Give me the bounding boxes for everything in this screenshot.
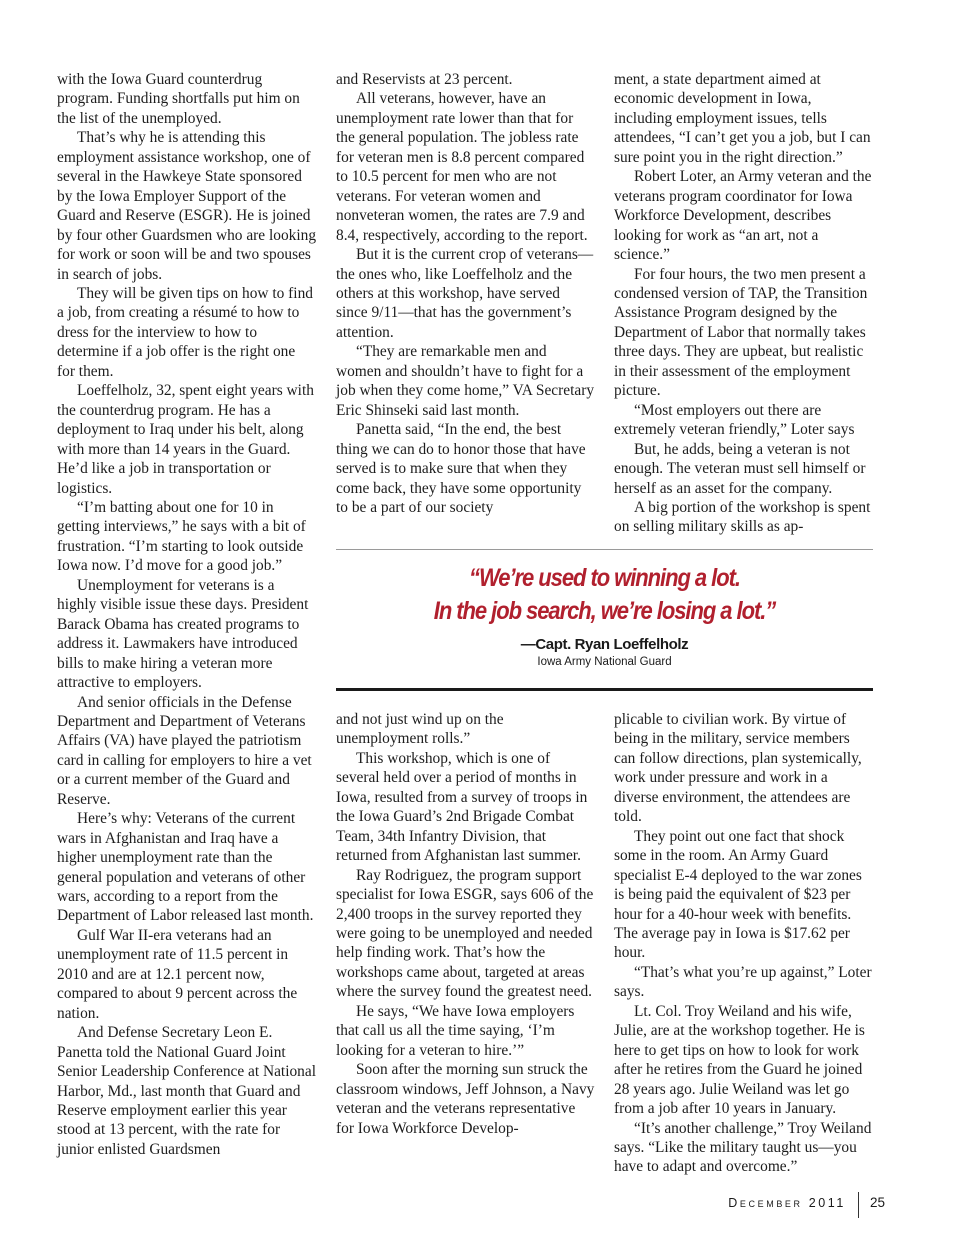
paragraph: “It’s another challenge,” Troy Weiland says. “Like the military taught us—you have to adapt and overcome.”: [614, 1119, 872, 1176]
pull-quote: [336, 562, 873, 670]
paragraph: Lt. Col. Troy Weiland and his wife, Julie, are at the workshop together. He is here to get tips on how to look for work after he retires from the Guard he joined 28 years ago. Julie Weiland was let go from a job after 10 years in January.: [614, 1002, 865, 1118]
page-number: 25: [869, 1195, 885, 1210]
paragraph: “That’s what you’re up against,” Loter says.: [614, 963, 872, 1001]
paragraph: For four hours, the two men present a condensed version of TAP, the Transition Assistance Program designed by the Department of Labor that normally takes three days. They are upbeat, but realistic in their assessment of the employment picture.: [614, 265, 868, 400]
issue-date: December 2011: [728, 1196, 846, 1210]
paragraph: But it is the current crop of veterans—the ones who, like Loeffelholz and the others at this workshop, have served since 9/11—that has the government’s attention.: [336, 246, 594, 341]
paragraph: “They are remarkable men and women and shouldn’t have to fight for a job when they come home,” VA Secretary Eric Shinseki said last month.: [336, 343, 595, 419]
footer-divider: [858, 1192, 859, 1218]
paragraph: That’s why he is attending this employment assistance workshop, one of several in the Hawkeye State sponsored by the Iowa Employer Support of the Guard and Reserve (ESGR). He is joined by four other Guardsmen who are looking for work or soon will be and two spouses in search of jobs.: [57, 129, 317, 283]
paragraph: He says, “We have Iowa employers that call us all the time saying, ‘I’m looking for a veteran to hire.’”: [336, 1002, 575, 1059]
pullquote-line-1: “We’re used to winning a lot.: [469, 564, 740, 592]
paragraph: Loeffelholz, 32, spent eight years with the counterdrug program. He has a deployment to Iraq under his belt, along with more than 14 years in the Guard. He’d like a job in transportation or logistics.: [57, 382, 314, 497]
paragraph: All veterans, however, have an unemployment rate lower than that for the general population. The jobless rate for veteran men is 8.8 percent compared to 10.5 percent for men who are not veterans. For veteran women and nonveteran women, the rates are 7.9 and 8.4, respectively, according to the report.: [336, 90, 588, 244]
paragraph: and not just wind up on the unemployment rolls.”: [336, 711, 504, 748]
paragraph: with the Iowa Guard counterdrug program. Funding shortfalls put him on the list of the unemployed.: [57, 71, 300, 127]
pullquote-top-rule: [336, 549, 873, 550]
paragraph: They will be given tips on how to find a job, from creating a résumé to how to dress for the interview to how to determine if a job offer is the right one for them.: [57, 284, 313, 380]
paragraph: Unemployment for veterans is a highly visible issue these days. President Barack Obama has created programs to address it. Lawmakers have introduced bills to make hiring a veteran more attractive to employers.: [57, 576, 309, 692]
article-column-1: [57, 70, 316, 1159]
pullquote-affiliation: Iowa Army National Guard: [537, 656, 672, 668]
paragraph: ment, a state department aimed at economic development in Iowa, including employment issues, tells attendees, “I can’t get you a job, but I can sure point you in the right direction.”: [614, 71, 871, 166]
paragraph: They point out one fact that shock some in the room. An Army Guard specialist E-4 deployed to the war zones is being paid the equivalent of $23 per hour for a 40-hour week with benefits. The average pay in Iowa is $17.62 per hour.: [614, 827, 862, 962]
paragraph: And Defense Secretary Leon E. Panetta told the National Guard Joint Senior Leadership Conference at National Harbor, Md., last month that Guard and Reserve employment earlier this year stood at 13 percent, with the rate for junior enlisted Guardsmen: [57, 1024, 316, 1158]
article-column-3-bottom: [614, 710, 873, 1177]
article-column-2-bottom: [336, 710, 595, 1138]
paragraph: Panetta said, “In the end, the best thing we can do to honor those that have served is to make sure that when they come back, they have some opportunity to be a part of our society: [336, 421, 586, 516]
paragraph: Robert Loter, an Army veteran and the veterans program coordinator for Iowa Workforce Development, describes looking for work as “an art, not a science.”: [614, 168, 872, 264]
paragraph: “Most employers out there are extremely veteran friendly,” Loter says: [614, 401, 855, 439]
paragraph: This workshop, which is one of several held over a period of months in Iowa, resulted from a survey of troops in the Iowa Guard’s 2nd Brigade Combat Team, 34th Infantry Division, that returned from Afghanistan last summer.: [336, 749, 588, 865]
paragraph: But, he adds, being a veteran is not enough. The veteran must sell himself or herself as an asset for the company.: [614, 440, 866, 497]
paragraph: A big portion of the workshop is spent on selling military skills as ap-: [614, 498, 871, 536]
article-column-2-top: [336, 70, 595, 517]
pullquote-bottom-rule: [336, 688, 873, 691]
page-footer: [600, 1192, 890, 1218]
paragraph: And senior officials in the Defense Department and Department of Veterans Affairs (VA) have played the patriotism card in calling for employers to hire a vet or a current member of the Guard and Reserve.: [57, 693, 312, 808]
paragraph: “I’m batting about one for 10 in getting interviews,” he says with a bit of frustration. “I’m starting to look outside Iowa now. I’d move for a good job.”: [57, 498, 306, 575]
paragraph: and Reservists at 23 percent.: [336, 71, 513, 88]
paragraph: Soon after the morning sun struck the classroom windows, Jeff Johnson, a Navy veteran and the veterans representative for Iowa Workforce Develop-: [336, 1061, 595, 1137]
article-column-3-top: [614, 70, 873, 537]
pullquote-line-2: In the job search, we’re losing a lot.”: [433, 597, 776, 625]
pullquote-attribution: —Capt. Ryan Loeffelholz: [520, 636, 689, 653]
paragraph: plicable to civilian work. By virtue of being in the military, service members can follow directions, plan systemically, work under pressure and work in a diverse environment, the attendees are told.: [614, 711, 862, 826]
paragraph: Ray Rodriguez, the program support specialist for Iowa ESGR, says 606 of the 2,400 troops in the survey reported they were going to be unemployed and needed help finding work. That’s how the workshops came about, targeted at areas where the survey found the greatest need.: [336, 866, 594, 1001]
paragraph: Here’s why: Veterans of the current wars in Afghanistan and Iraq have a higher unemployment rate than the general population and veterans of other wars, according to a report from the Department of Labor released last month.: [57, 810, 314, 925]
paragraph: Gulf War II-era veterans had an unemployment rate of 11.5 percent in 2010 and are at 12.1 percent now, compared to about 9 percent across the nation.: [57, 926, 298, 1022]
